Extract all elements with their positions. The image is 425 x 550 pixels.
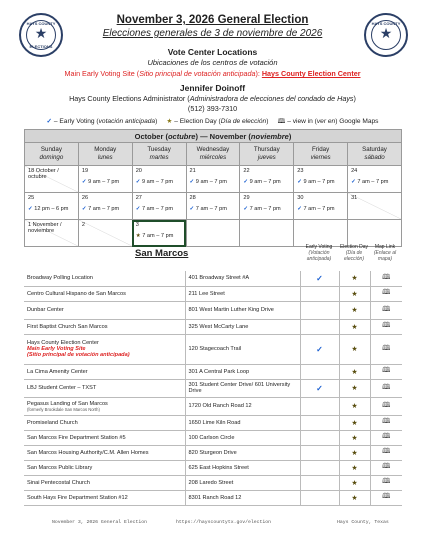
checkmark-icon <box>300 445 339 460</box>
checkmark-icon: ✓ <box>189 206 195 212</box>
map-icon: 🕮 <box>277 118 286 125</box>
month-en: October ( <box>134 131 168 141</box>
star-icon: ★ <box>339 334 370 364</box>
day-number: 22 <box>243 168 250 174</box>
eday-col-label-es: (Día de elección) <box>343 250 364 262</box>
hours-text: 7 am – 7 pm <box>142 233 174 239</box>
hours-text: 9 am – 7 pm <box>88 179 120 185</box>
location-name: La Cima Amenity Center <box>27 368 88 375</box>
month-es: octubre <box>167 131 196 141</box>
map-col-label-es: (Enlace al mapa) <box>373 250 397 262</box>
weekday-en: Wednesday <box>196 146 230 153</box>
section-title: Vote Center Locations <box>167 47 258 57</box>
day-number: 18 October / octubre <box>28 168 59 180</box>
day-hours <box>82 206 119 212</box>
location-address: 325 West McCarty Lane <box>185 319 300 334</box>
main-site-sep: ): <box>255 69 262 78</box>
calendar-day <box>25 220 79 247</box>
weekday-en: Saturday <box>362 146 387 153</box>
checkmark-icon: ✓ <box>81 179 87 185</box>
location-row <box>24 460 402 475</box>
checkmark-icon: ✓ <box>189 179 195 185</box>
location-row <box>24 445 402 460</box>
voting-calendar <box>24 129 402 247</box>
day-hours <box>136 206 173 212</box>
location-name: Pegasus Landing of San Marcos <box>27 400 108 407</box>
calendar-day <box>132 220 186 247</box>
location-name: Broadway Polling Location <box>27 275 93 282</box>
hours-text: 9 am – 7 pm <box>249 179 281 185</box>
election-day-column-header <box>339 244 369 262</box>
admin-title-en: Hays County Elections Administrator ( <box>69 94 190 103</box>
weekday-en: Tuesday <box>147 146 171 153</box>
weekday-es: viernes <box>310 154 331 161</box>
checkmark-icon <box>300 415 339 430</box>
day-number: 24 <box>351 168 358 174</box>
day-hours <box>297 206 334 212</box>
weekday-es: domingo <box>39 154 64 161</box>
legend-eday-es: Día de elección <box>220 118 267 125</box>
location-name-cell <box>24 334 185 364</box>
map-icon[interactable]: 🕮 <box>370 445 402 460</box>
star-icon: ★ <box>339 301 370 319</box>
checkmark-icon <box>300 475 339 490</box>
location-address: 100 Carlson Circle <box>185 430 300 445</box>
day-number: 30 <box>297 195 304 201</box>
checkmark-icon <box>300 286 339 301</box>
checkmark-icon: ✓ <box>297 206 302 212</box>
hours-text: 7 am – 7 pm <box>303 206 335 212</box>
day-number: 3 <box>135 222 139 228</box>
weekday-header <box>348 143 402 166</box>
administrator-title <box>0 94 425 103</box>
location-name-cell <box>24 397 185 415</box>
map-icon[interactable]: 🕮 <box>370 364 402 379</box>
legend-map-es: ver en <box>316 118 336 125</box>
early-voting-column-header <box>300 244 338 262</box>
calendar-day <box>78 220 132 247</box>
location-address: 8301 Ranch Road 12 <box>185 490 300 505</box>
county-seal-text: HAYS COUNTY <box>371 21 401 26</box>
star-icon: ★ <box>135 233 141 239</box>
location-name-cell <box>24 415 185 430</box>
city-heading: San Marcos <box>135 248 189 259</box>
calendar-day <box>240 220 294 247</box>
star-icon: ★ <box>339 397 370 415</box>
day-number: 19 <box>81 168 89 174</box>
calendar-day <box>186 220 240 247</box>
hours-text: 7 am – 7 pm <box>357 179 389 185</box>
early-col-label: Early Voting <box>305 244 333 250</box>
calendar-day <box>78 193 132 220</box>
calendar-day <box>240 166 294 193</box>
legend-early-es: votación anticipada <box>98 118 156 125</box>
checkmark-icon <box>300 430 339 445</box>
checkmark-icon: ✓ <box>135 206 141 212</box>
location-row <box>24 319 402 334</box>
month-end: ) <box>288 131 292 141</box>
location-name: San Marcos Housing Authority/C.M. Allen Homes <box>27 449 149 456</box>
legend-early-end: ) <box>155 118 158 125</box>
hours-text: 9 am – 7 pm <box>195 179 227 185</box>
location-name-cell <box>24 286 185 301</box>
weekday-es: jueves <box>257 154 276 161</box>
calendar-day <box>25 166 79 193</box>
weekday-en: Monday <box>94 146 117 153</box>
day-hours <box>190 206 227 212</box>
location-name: Sinai Pentecostal Church <box>27 479 90 486</box>
location-row <box>24 415 402 430</box>
hours-text: 7 am – 7 pm <box>141 206 174 212</box>
eday-col-label: Election Day <box>339 244 369 250</box>
day-number: 2 <box>81 222 85 228</box>
location-address: 801 West Martin Luther King Drive <box>185 301 300 319</box>
calendar-day <box>132 193 186 220</box>
calendar-day <box>186 193 240 220</box>
checkmark-icon <box>300 397 339 415</box>
map-link-column-header <box>370 244 400 262</box>
location-name: South Hays Fire Department Station #12 <box>27 494 128 501</box>
main-site-label-es: Sitio principal de votación anticipada <box>139 69 256 78</box>
location-name-cell <box>24 271 185 286</box>
weekday-es: miércoles <box>199 154 227 161</box>
star-icon: ★ <box>339 286 370 301</box>
day-number: 25 <box>28 195 35 201</box>
checkmark-icon: ✓ <box>243 206 249 212</box>
map-icon[interactable]: 🕮 <box>370 286 402 301</box>
day-hours <box>136 179 173 185</box>
location-name-cell <box>24 364 185 379</box>
administrator-name: Jennifer Doinoff <box>179 83 246 93</box>
day-number: 31 <box>351 195 358 201</box>
weekday-header <box>78 143 132 166</box>
day-hours <box>190 179 227 185</box>
weekday-header <box>294 143 348 166</box>
checkmark-icon: ✓ <box>46 118 53 125</box>
map-icon[interactable]: 🕮 <box>370 475 402 490</box>
checkmark-icon <box>300 301 339 319</box>
star-icon: ★ <box>339 415 370 430</box>
location-name: Promiseland Church <box>27 419 78 426</box>
checkmark-icon: ✓ <box>300 379 339 397</box>
weekday-es: martes <box>149 154 169 161</box>
weekday-en: Friday <box>312 146 330 153</box>
location-row <box>24 301 402 319</box>
main-site-line <box>0 69 425 78</box>
hours-text: 7 am – 7 pm <box>249 206 281 212</box>
day-number: 26 <box>81 195 89 201</box>
location-address: 1650 Lime Kiln Road <box>185 415 300 430</box>
day-closed-slash <box>79 220 132 246</box>
location-name-cell <box>24 379 185 397</box>
calendar-day <box>78 166 132 193</box>
star-icon: ★ <box>339 379 370 397</box>
hours-text: 7 am – 7 pm <box>88 206 120 212</box>
star-icon: ★ <box>339 271 370 286</box>
day-hours <box>351 179 388 185</box>
star-icon: ★ <box>339 430 370 445</box>
location-row <box>24 271 402 286</box>
location-name-cell <box>24 445 185 460</box>
location-name-cell <box>24 319 185 334</box>
location-name: San Marcos Public Library <box>27 464 93 471</box>
location-address: 401 Broadway Street #A <box>185 271 300 286</box>
footer-right: Hays County, Texas <box>337 520 389 525</box>
admin-title-end: ) <box>353 94 356 103</box>
map-col-label: Map Link <box>374 244 396 250</box>
hours-text: 9 am – 7 pm <box>141 179 174 185</box>
location-name-cell <box>24 460 185 475</box>
location-row <box>24 334 402 364</box>
hours-text: 9 am – 7 pm <box>303 179 335 185</box>
location-name: Centro Cultural Hispano de San Marcos <box>27 290 126 297</box>
map-icon[interactable]: 🕮 <box>370 415 402 430</box>
checkmark-icon: ✓ <box>297 179 302 185</box>
calendar-day <box>348 193 402 220</box>
main-site-label: Main Early Voting Site ( <box>64 69 140 78</box>
location-address: 301 Student Center Drive/ 601 University Drive <box>185 379 300 397</box>
legend-early: – Early Voting ( <box>52 118 99 125</box>
location-former-name: (formerly Brookdale San Marcos North) <box>27 406 100 412</box>
map-icon[interactable]: 🕮 <box>370 301 402 319</box>
location-name: Dunbar Center <box>27 307 64 313</box>
checkmark-icon: ✓ <box>81 206 87 212</box>
day-hours <box>243 179 280 185</box>
location-name-cell <box>24 490 185 505</box>
day-hours <box>297 179 334 185</box>
main-site-note: Main Early Voting Site <box>27 346 86 352</box>
checkmark-icon: ✓ <box>243 179 249 185</box>
map-icon[interactable]: 🕮 <box>370 334 402 364</box>
location-address: 301 A Central Park Loop <box>185 364 300 379</box>
weekday-en: Sunday <box>40 146 62 153</box>
checkmark-icon: ✓ <box>135 179 141 185</box>
location-address: 625 East Hopkins Street <box>185 460 300 475</box>
location-name-cell <box>24 430 185 445</box>
hours-text: 12 pm – 6 pm <box>34 206 69 212</box>
location-row <box>24 364 402 379</box>
location-address: 120 Stagecoach Trail <box>185 334 300 364</box>
weekday-header <box>132 143 186 166</box>
calendar-day <box>294 220 348 247</box>
day-number: 1 November / noviembre <box>28 222 62 234</box>
footer-left: November 3, 2026 General Election <box>52 520 147 525</box>
day-number: 21 <box>189 168 196 174</box>
checkmark-icon: ✓ <box>351 179 356 185</box>
admin-title-es: Administradora de elecciones del condado de Hays <box>189 94 354 103</box>
checkmark-icon: ✓ <box>300 334 339 364</box>
footer-link[interactable]: https://hayscountytx.gov/election <box>176 520 271 525</box>
day-hours <box>28 206 68 212</box>
weekday-en: Thursday <box>253 146 280 153</box>
calendar-month-header <box>25 130 402 143</box>
weekday-header <box>186 143 240 166</box>
location-row <box>24 475 402 490</box>
calendar-day <box>348 220 402 247</box>
star-icon: ★ <box>339 460 370 475</box>
day-hours <box>82 179 119 185</box>
star-icon: ★ <box>339 364 370 379</box>
weekday-es: lunes <box>97 154 113 161</box>
calendar-day <box>240 193 294 220</box>
weekday-header <box>25 143 79 166</box>
map-icon[interactable]: 🕮 <box>370 430 402 445</box>
page-title: November 3, 2026 General Election <box>116 14 309 26</box>
weekday-es: sábado <box>364 154 385 161</box>
checkmark-icon <box>300 364 339 379</box>
checkmark-icon <box>300 460 339 475</box>
location-address: 1720 Old Ranch Road 12 <box>185 397 300 415</box>
checkmark-icon <box>300 490 339 505</box>
map-icon[interactable]: 🕮 <box>370 490 402 505</box>
location-name: San Marcos Fire Department Station #5 <box>27 434 126 441</box>
month2-es: noviembre <box>250 131 289 141</box>
main-site-link[interactable]: Hays County Election Center <box>261 69 361 78</box>
location-row <box>24 490 402 505</box>
location-name-cell <box>24 475 185 490</box>
map-icon[interactable]: 🕮 <box>370 271 402 286</box>
day-hours <box>136 233 174 239</box>
calendar-day <box>25 193 79 220</box>
locations-table <box>24 271 402 506</box>
administrator-phone: (512) 393-7310 <box>187 104 238 113</box>
day-hours <box>243 206 280 212</box>
early-col-label-es: (Votación anticipada) <box>306 250 332 262</box>
seal-star-icon: ★ <box>379 25 393 41</box>
location-address: 211 Lee Street <box>185 286 300 301</box>
calendar-day <box>186 166 240 193</box>
location-row <box>24 379 402 397</box>
legend-map-end: ) Google Maps <box>335 118 379 125</box>
map-icon[interactable]: 🕮 <box>370 379 402 397</box>
day-number: 20 <box>135 168 142 174</box>
checkmark-icon: ✓ <box>300 271 339 286</box>
star-icon: ★ <box>339 475 370 490</box>
checkmark-icon: ✓ <box>28 206 33 212</box>
hours-text: 7 am – 7 pm <box>195 206 227 212</box>
day-number: 29 <box>243 195 250 201</box>
location-name: First Baptist Church San Marcos <box>27 323 108 330</box>
location-name: Hays County Election Center <box>27 340 99 346</box>
legend-eday: – Election Day ( <box>172 118 221 125</box>
section-title-spanish: Ubicaciones de los centros de votación <box>147 58 278 67</box>
month-mid: ) — November ( <box>195 131 251 141</box>
location-address: 820 Sturgeon Drive <box>185 445 300 460</box>
map-icon[interactable]: 🕮 <box>370 397 402 415</box>
legend <box>0 117 425 128</box>
map-icon[interactable]: 🕮 <box>370 319 402 334</box>
location-row <box>24 286 402 301</box>
weekday-header <box>240 143 294 166</box>
star-icon: ★ <box>166 118 173 125</box>
legend-map: – view in ( <box>285 118 317 125</box>
location-name: LBJ Student Center – TXST <box>27 385 97 391</box>
location-row <box>24 430 402 445</box>
star-icon: ★ <box>339 319 370 334</box>
calendar-day <box>132 166 186 193</box>
main-site-note-es: (Sitio principal de votación anticipada) <box>27 352 130 358</box>
day-number: 27 <box>135 195 142 201</box>
page-title-spanish: Elecciones generales de 3 de noviembre de 2026 <box>102 28 323 39</box>
calendar-day <box>294 193 348 220</box>
calendar-day <box>294 166 348 193</box>
location-name-cell <box>24 301 185 319</box>
county-logo-text: HAYS COUNTY <box>26 21 56 26</box>
day-number: 23 <box>297 168 304 174</box>
calendar-day <box>348 166 402 193</box>
checkmark-icon <box>300 319 339 334</box>
location-row <box>24 397 402 415</box>
legend-eday-end: ) <box>266 118 269 125</box>
day-number: 28 <box>189 195 196 201</box>
texas-star-icon: ★ <box>34 25 48 41</box>
map-icon[interactable]: 🕮 <box>370 460 402 475</box>
location-address: 208 Laredo Street <box>185 475 300 490</box>
star-icon: ★ <box>339 445 370 460</box>
county-logo-subtext: ELECTIONS <box>29 44 53 49</box>
star-icon: ★ <box>339 490 370 505</box>
